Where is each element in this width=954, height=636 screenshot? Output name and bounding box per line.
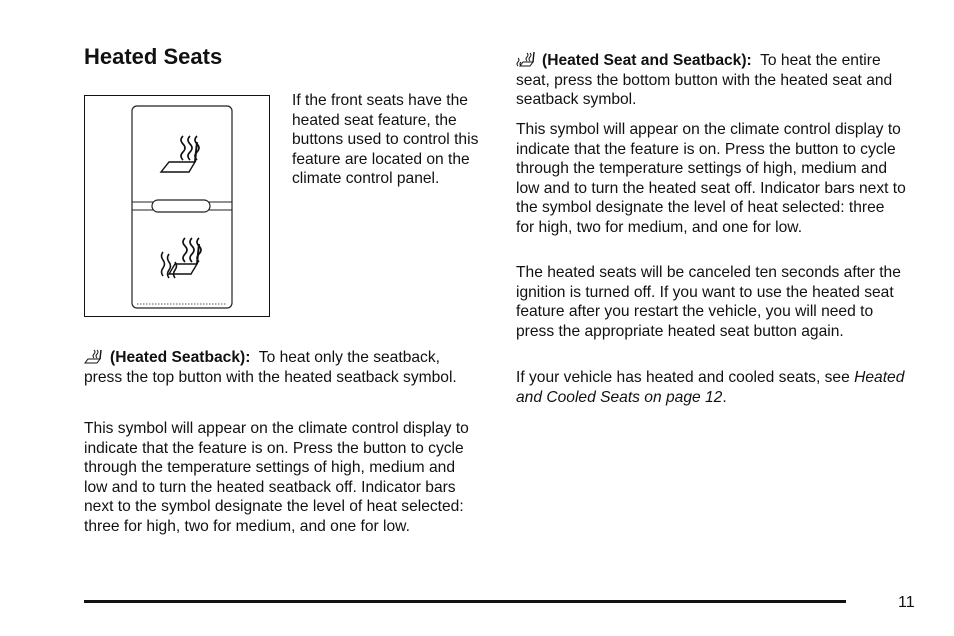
cooled-seats-reference: Heated and Cooled Seats on page 12 (516, 369, 905, 406)
heated-seat-and-seatback-label: (Heated Seat and Seatback): (542, 52, 752, 69)
heated-seatback-icon (84, 348, 104, 364)
intro-paragraph: If the front seats have the heated seat feature, the buttons used to control this feature are located on the climate control panel. (292, 92, 479, 187)
cancel-paragraph: The heated seats will be canceled ten seconds after the ignition is turned off. If you want to use the heated seat feature after you restart the vehicle, you will need to press the appropriate heated seat button again. (516, 264, 901, 340)
heated-seatback-paragraph (84, 348, 474, 387)
heated-seatback-text: To heat only the seatback, press the top button with the heated seatback symbol. (84, 349, 457, 386)
heated-seat-and-seatback-text: To heat the entire seat, press the bottom button with the heated seat and seatback symbol. (516, 52, 893, 108)
page-number: 11 (898, 594, 915, 611)
heated-seat-buttons-illustration (84, 95, 270, 317)
cooled-seats-text: If your vehicle has heated and cooled seats, see (516, 369, 850, 386)
cooled-seats-end: . (722, 388, 727, 406)
heated-seat-and-seatback-symbol (162, 238, 202, 278)
heated-seatback-symbol (161, 136, 199, 172)
seat-symbol-paragraph: This symbol will appear on the climate control display to indicate that the feature is on. Press the button to cycle through the temperature settings of high, medium and low and to turn the heated seat off. Indicator bars next to the symbol designate the level of heat selected: three for high, two for medium, and one for low. (516, 121, 906, 236)
heated-seat-and-seatback-icon (516, 49, 536, 67)
cooled-seats-paragraph (516, 368, 906, 407)
heated-seatback-label: (Heated Seatback): (110, 349, 251, 366)
section-heading: Heated Seats (84, 44, 223, 69)
heated-seat-and-seatback-paragraph (516, 49, 906, 110)
seatback-symbol-paragraph: This symbol will appear on the climate control display to indicate that the feature is on. Press the button to cycle through the temperature settings of high, medium and low and to turn the heated seatback off. Indicator bars next to the symbol designate the level of heat selected: three for high, two for medium, and one for low. (84, 420, 469, 535)
footer-rule (84, 600, 846, 603)
